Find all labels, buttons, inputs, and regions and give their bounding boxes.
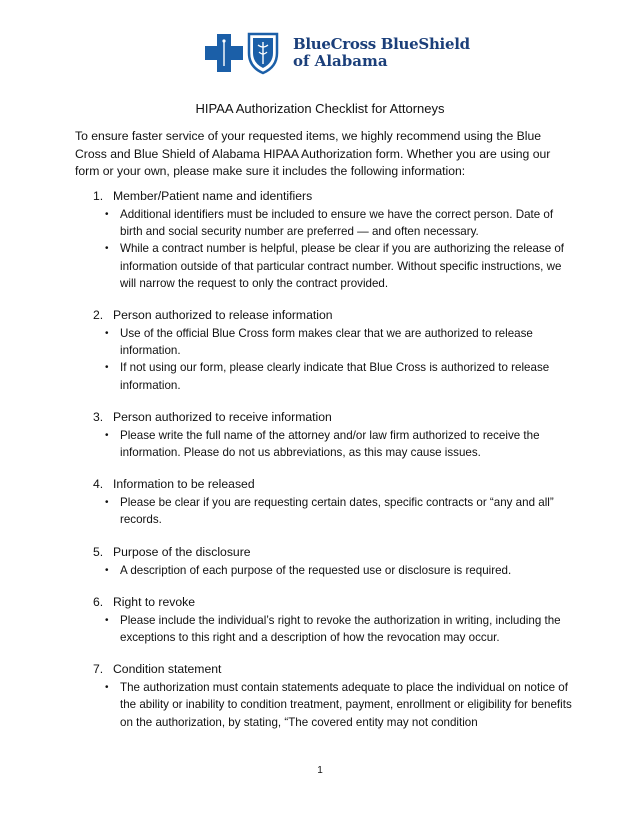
bullet-point [105, 206, 573, 240]
bullet-text: Additional identifiers must be included to ensure we have the correct person. Date of birth and social security number are preferred — and often necessary. [120, 208, 554, 239]
bullet-icon: • [105, 429, 109, 441]
bullet-point [105, 240, 573, 292]
checklist-item-heading [93, 188, 573, 205]
checklist-item [93, 476, 573, 528]
bullet-text: Use of the official Blue Cross form makes clear that we are authorized to release information. [120, 327, 533, 358]
checklist-item-heading [93, 476, 573, 493]
checklist-item [93, 544, 573, 579]
bullet-list [105, 494, 573, 528]
bullet-text: Please write the full name of the attorney and/or law firm authorized to receive the information. Please do not us abbreviations, as this may cause issues. [120, 428, 540, 460]
logo-name-line1: BlueCross BlueShield [293, 35, 470, 53]
checklist-item-heading [93, 661, 573, 678]
bullet-list [105, 562, 573, 579]
bullet-icon: • [105, 243, 109, 255]
item-number: 5. [93, 544, 104, 559]
bullet-point [105, 325, 573, 359]
intro-paragraph: To ensure faster service of your requested items, we highly recommend using the Blue Cross and Blue Shield of Alabama HIPAA Authorization form. Whether you are using our form or your own, please make sure it includes the following information: [75, 129, 551, 178]
item-number: 1. [93, 189, 104, 203]
bullet-text: If not using our form, please clearly indicate that Blue Cross is authorized to release information. [120, 361, 550, 392]
bullet-icon: • [105, 328, 109, 340]
bullet-point [105, 427, 573, 461]
bullet-point [105, 359, 573, 393]
bullet-list [105, 325, 573, 394]
bullet-icon: • [105, 362, 109, 374]
checklist-item [93, 594, 573, 646]
bullet-list [105, 206, 573, 292]
bullet-list [105, 679, 573, 731]
bullet-icon: • [105, 682, 109, 694]
bullet-list [105, 612, 573, 646]
bullet-text: Please be clear if you are requesting certain dates, specific contracts or “any and all” records. [120, 496, 554, 527]
bullet-text: A description of each purpose of the requested use or disclosure is required. [120, 563, 512, 577]
checklist-item-heading [93, 544, 573, 561]
bullet-point [105, 494, 573, 528]
item-heading-text: Member/Patient name and identifiers [113, 189, 313, 203]
bullet-icon: • [105, 564, 109, 576]
checklist-item-heading [93, 307, 573, 324]
bullet-icon: • [105, 614, 109, 626]
cross-shield-icon [205, 31, 285, 75]
checklist-item [93, 188, 573, 292]
item-heading-text: Right to revoke [113, 594, 195, 609]
page-number: 1 [317, 765, 323, 776]
item-number: 3. [93, 409, 104, 424]
item-number: 2. [93, 308, 104, 323]
item-heading-text: Person authorized to release information [113, 308, 333, 323]
bullet-text: The authorization must contain statements adequate to place the individual on notice of the ability or inability to condition treatment, payment, enrollment or eligibility for benefits on the authorization, by stating, “The covered entity may not condition [120, 681, 572, 729]
bullet-point [105, 679, 573, 731]
checklist [93, 188, 573, 746]
logo-name-line2: of Alabama [293, 52, 388, 70]
checklist-item-heading [93, 409, 573, 426]
checklist-item [93, 409, 573, 461]
bullet-point [105, 562, 573, 579]
bullet-icon: • [105, 209, 109, 220]
bullet-text: Please include the individual’s right to revoke the authorization in writing, including the exceptions to this right and a description of how the revocation may occur. [120, 613, 561, 645]
item-heading-text: Person authorized to receive information [113, 409, 332, 424]
bullet-text: While a contract number is helpful, please be clear if you are authorizing the release of information outside of that particular contract number. Without specific instructions, we will narrow the request to only the contract provided. [120, 242, 565, 290]
checklist-item [93, 307, 573, 394]
page-title: HIPAA Authorization Checklist for Attorneys [195, 101, 445, 116]
item-number: 7. [93, 662, 104, 677]
item-number: 4. [93, 477, 104, 492]
bullet-point [105, 612, 573, 646]
checklist-item [93, 661, 573, 731]
item-heading-text: Purpose of the disclosure [113, 544, 251, 559]
bullet-list [105, 427, 573, 461]
company-logo [205, 30, 470, 76]
item-heading-text: Information to be released [113, 477, 255, 492]
item-number: 6. [93, 594, 104, 609]
checklist-item-heading [93, 594, 573, 611]
bullet-icon: • [105, 497, 109, 509]
item-heading-text: Condition statement [113, 662, 222, 677]
